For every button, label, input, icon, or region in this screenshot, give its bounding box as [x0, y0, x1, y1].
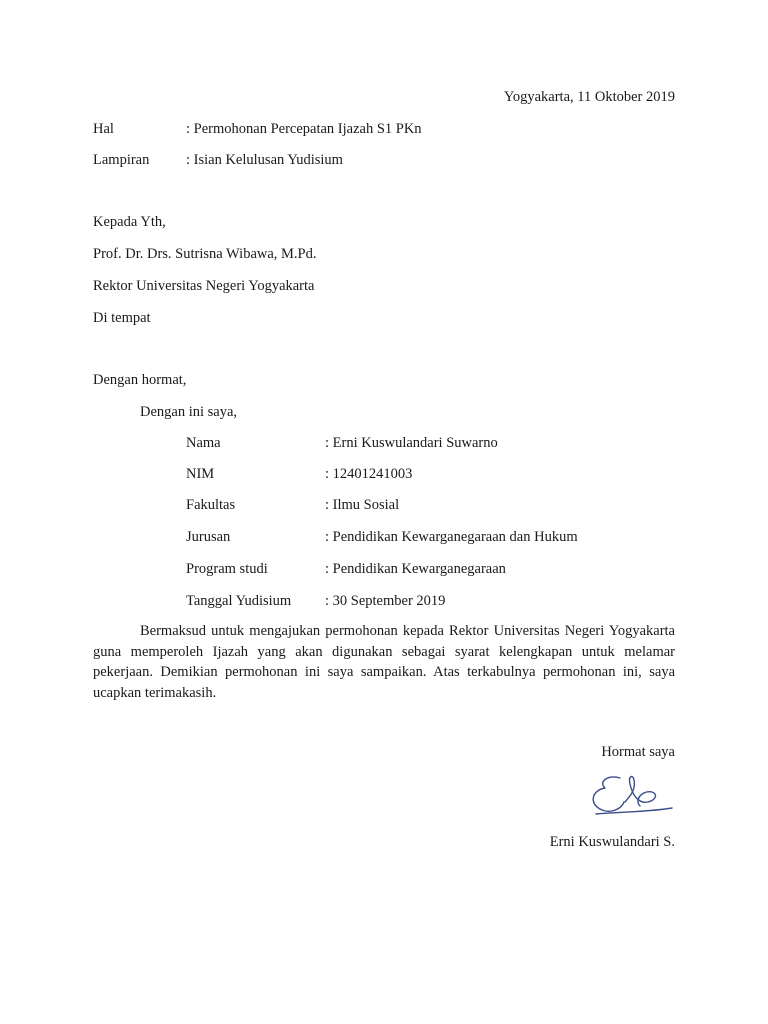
signature-icon	[578, 768, 678, 824]
detail-value-nim: : 12401241003	[325, 466, 413, 482]
recipient-position: Rektor Universitas Negeri Yogyakarta	[93, 278, 315, 294]
body-paragraph: Bermaksud untuk mengajukan permohonan kepada Rektor Universitas Negeri Yogyakarta guna memperoleh Ijazah yang akan digunakan sebagai syarat kelengkapan untuk melamar pekerjaan. Demikian permohonan ini saya sampaikan. Atas terkabulnya permohonan ini, saya ucapkan terimakasih.	[93, 623, 675, 701]
signer-name: Erni Kuswulandari S.	[549, 834, 675, 850]
recipient-location: Di tempat	[93, 310, 151, 326]
detail-value-faculty: : Ilmu Sosial	[325, 497, 400, 513]
subject-label: Hal	[93, 121, 114, 137]
attachment-value: : Isian Kelulusan Yudisium	[186, 152, 343, 168]
detail-label-name: Nama	[186, 435, 221, 451]
detail-label-department: Jurusan	[186, 529, 231, 545]
closing: Hormat saya	[601, 744, 675, 760]
detail-value-department: : Pendidikan Kewarganegaraan dan Hukum	[325, 529, 578, 545]
detail-label-study-program: Program studi	[186, 561, 268, 577]
detail-label-judicium-date: Tanggal Yudisium	[186, 593, 292, 609]
letter-date: Yogyakarta, 11 Oktober 2019	[503, 89, 675, 105]
detail-value-judicium-date: : 30 September 2019	[325, 593, 446, 609]
intro-text: Dengan ini saya,	[140, 404, 238, 420]
detail-label-faculty: Fakultas	[186, 497, 236, 513]
recipient-greeting: Kepada Yth,	[93, 214, 166, 230]
subject-value: : Permohonan Percepatan Ijazah S1 PKn	[186, 121, 422, 137]
detail-label-nim: NIM	[186, 466, 215, 482]
detail-value-study-program: : Pendidikan Kewarganegaraan	[325, 561, 506, 577]
recipient-name: Prof. Dr. Drs. Sutrisna Wibawa, M.Pd.	[93, 246, 317, 262]
salutation: Dengan hormat,	[93, 372, 187, 388]
detail-value-name: : Erni Kuswulandari Suwarno	[325, 435, 498, 451]
attachment-label: Lampiran	[93, 152, 150, 168]
